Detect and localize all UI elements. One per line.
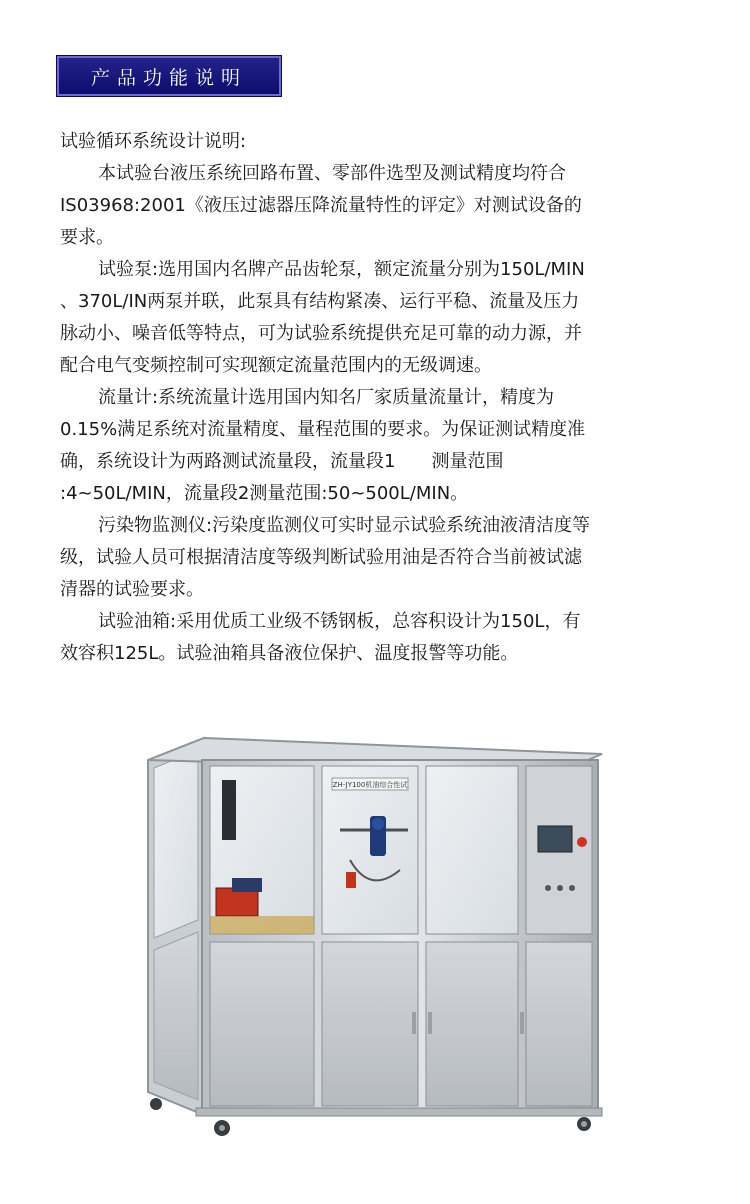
description-text (60, 126, 690, 670)
text-line: 级，试验人员可根据清洁度等级判断试验用油是否符合当前被试滤 (60, 547, 582, 568)
text-line: 流量计:系统流量计选用国内知名厂家质量流量计，精度为 (98, 387, 555, 408)
paragraph-contamination-monitor (60, 510, 690, 606)
text-line: 、370L/IN两泵并联，此泵具有结构紧凑、运行平稳、流量及压力 (60, 291, 580, 312)
paragraph-pump (60, 254, 690, 382)
test-bench-photo (140, 720, 610, 1140)
text-line: 污染物监测仪:污染度监测仪可实时显示试验系统油液清洁度等 (98, 515, 591, 536)
text-line: 脉动小、噪音低等特点，可为试验系统提供充足可靠的动力源，并 (60, 323, 582, 344)
section-title: 产品功能说明 (90, 66, 247, 89)
intro-heading: 试验循环系统设计说明: (60, 131, 247, 152)
text-line: 0.15%满足系统对流量精度、量程范围的要求。为保证测试精度准 (60, 419, 586, 440)
paragraph-oil-tank (60, 606, 690, 670)
text-line: 试验油箱:采用优质工业级不锈钢板，总容积设计为150L，有 (98, 611, 581, 632)
text-line: 试验泵:选用国内名牌产品齿轮泵，额定流量分别为150L/MIN (98, 259, 585, 280)
text-line: :4~50L/MIN，流量段2测量范围:50~500L/MIN。 (60, 483, 469, 504)
text-line: 效容积125L。试验油箱具备液位保护、温度报警等功能。 (60, 643, 519, 664)
text-line: IS03968:2001《液压过滤器压降流量特性的评定》对测试设备的 (60, 195, 582, 216)
paragraph-hydraulic (60, 158, 690, 254)
photo-equipment-label: ZH-JY100机油综合性试 (332, 781, 408, 789)
text-line: 配合电气变频控制可实现额定流量范围内的无级调速。 (60, 355, 492, 376)
paragraph-flowmeter (60, 382, 690, 510)
text-line: 本试验台液压系统回路布置、零部件选型及测试精度均符合 (98, 163, 566, 184)
text-line: 要求。 (60, 227, 114, 248)
text-line: 清器的试验要求。 (60, 579, 204, 600)
text-line: 确，系统设计为两路测试流量段，流量段1 测量范围 (60, 451, 504, 472)
section-title-badge (56, 55, 282, 97)
